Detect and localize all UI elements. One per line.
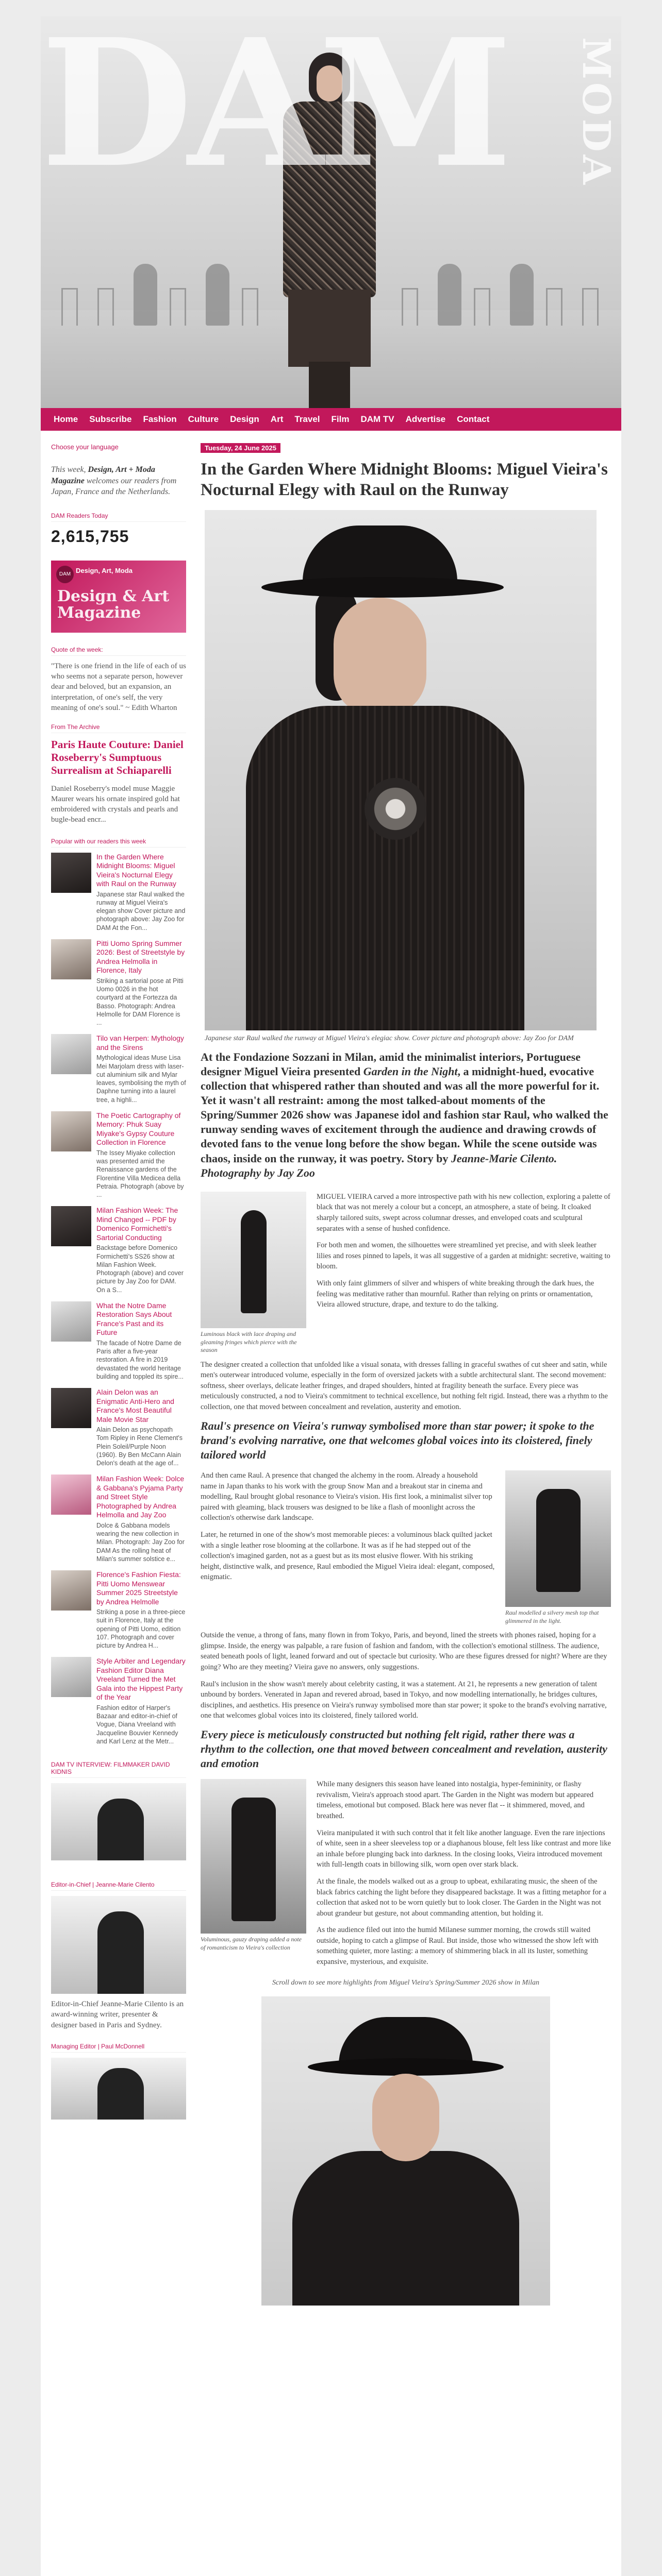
hero-photo [205, 510, 597, 1030]
promo-text: Design & Art Magazine [57, 587, 170, 622]
archive-title-link[interactable]: Paris Haute Couture: Daniel Roseberry's Sumptuous Surrealism at Schiaparelli [51, 738, 184, 777]
inline-photo-caption: Luminous black with lace draping and gleaming fringes which pierce with the season [201, 1330, 297, 1354]
popular-title[interactable]: Alain Delon was an Enigmatic Anti-Hero and France's Most Beautiful Male Movie Star [96, 1388, 174, 1423]
article-paragraph: And then came Raul. A presence that changed the alchemy in the room. Already a household name in Japan thanks to his work with the group Snow Man and a breakout star in cinema and modelling, Raul brought global resonance to Vieira's vision. His first look, a minimalist silver top paired with gleaming, black trousers was designed to be like a flash of moonlight across the collection's otherwise dark landscape. [201, 1471, 492, 1522]
editor-heading: Editor-in-Chief | Jeanne-Marie Cilento [51, 1881, 186, 1891]
popular-title[interactable]: Milan Fashion Week: Dolce & Gabbana's Pyjama Party and Street Style Photographed by Andrea Helmolla and Jay Zoo [96, 1475, 185, 1519]
popular-item[interactable] [51, 1657, 186, 1745]
popular-excerpt: The Issey Miyake collection was presented amid the Renaissance gardens of the Florentine Villa Medicea della Petraia. Photograph (above by ... [96, 1149, 184, 1199]
article-paragraph: While many designers this season have leaned into nostalgia, hyper-femininity, or flashy revivalism, Vieira's approach stood apart. The Garden in the Night was modern but appeared timeless, emotional but composed. Black here was never flat -- it shimmered, moved, and breathed. [317, 1780, 594, 1821]
popular-title[interactable]: Milan Fashion Week: The Mind Changed -- PDF by Domenico Formichetti's Sartorial Conducting [96, 1206, 178, 1242]
article-title[interactable]: In the Garden Where Midnight Blooms: Miguel Vieira's Nocturnal Elegy with Raul on the Runway [201, 460, 608, 500]
popular-thumbnail[interactable] [51, 1034, 91, 1074]
welcome-text: This week, Design, Art + Moda Magazine welcomes our readers from Japan, France and the Netherlands. [51, 465, 177, 497]
article-paragraph: Outside the venue, a throng of fans, many flown in from Tokyo, Paris, and beyond, lined the streets with phones raised, hoping for a glimpse. Inside, the energy was palpable, a rare fusion of fashion and fandom, with the collection's emotional stillness. The audience, seated beneath pools of light, leaned forward and out of spectacle but curiosity. Who are these figures dressed for night? Where are they going? Who are they meeting? Vieira gave no answers, only suggestions. [201, 1631, 607, 1671]
article-paragraph: With only faint glimmers of silver and whispers of white breaking through the dark hues, the feeling was meditative rather than mournful. Rather than relying on prints or ornamentation, Vieira allowed structure, drape, and texture to do the talking. [317, 1279, 594, 1309]
popular-thumbnail[interactable] [51, 1475, 91, 1515]
main-nav [41, 408, 621, 431]
popular-excerpt: Mythological ideas Muse Lisa Mei Marjolam dress with laser-cut aluminium silk and Mylar leaves, symbolising the myth of Daphne turning into a laurel tree, a highli... [96, 1054, 186, 1104]
popular-title[interactable]: Florence's Fashion Fiesta: Pitti Uomo Menswear Summer 2025 Streetstyle by Andrea Helmolle [96, 1570, 181, 1606]
popular-title[interactable]: Pitti Uomo Spring Summer 2026: Best of Streetstyle by Andrea Helmolla in Florence, Italy [96, 939, 185, 975]
dam-badge-icon: DAM [56, 566, 74, 583]
popular-excerpt: Fashion editor of Harper's Bazaar and editor-in-chief of Vogue, Diana Vreeland with Jacqueline Bouvier Kennedy and Karl Lenz at the Metr... [96, 1704, 178, 1745]
popular-item[interactable] [51, 1570, 186, 1650]
magazine-promo[interactable] [51, 561, 186, 633]
article-paragraph: Later, he returned in one of the show's most memorable pieces: a voluminous black quilted jacket with a single leather rose blooming at the collarbone. It was as if he had stepped out of the collection's imagined garden, not as a guest but as its most elusive flower. With his striking height, distinctive walk, and presence, Raul embodied the Miguel Vieira ideal: elegant, composed, enigmatic. [201, 1530, 495, 1582]
popular-item[interactable] [51, 1034, 186, 1104]
inline-photo-caption: Voluminous, gauzy draping added a note of romanticism to Vieira's collection [201, 1936, 302, 1951]
article-paragraph: Raul's inclusion in the show wasn't merely about celebrity casting, it was a statement. At 21, he represents a new generation of talent unbound by borders. Venerated in Japan and revered abroad, based in Tokyo, and now modelling internationally, he bridges cultures, disciplines, and aesthetics. His presence on Vieira's runway symbolised more than star power; it spoke to the brand's evolving narrative, one that welcomes global voices into its cloistered, finely tailored world. [201, 1680, 607, 1720]
nav-fashion[interactable]: Fashion [143, 414, 177, 424]
quote-heading: Quote of the week: [51, 646, 186, 656]
popular-thumbnail[interactable] [51, 1388, 91, 1428]
popular-excerpt: Dolce & Gabbana models wearing the new collection in Milan. Photograph: Jay Zoo for DAM As the rolling heat of Milan's summer solstice e... [96, 1521, 185, 1563]
popular-title[interactable]: What the Notre Dame Restoration Says About France's Past and its Future [96, 1301, 172, 1337]
pull-quote: Raul's presence on Vieira's runway symbolised more than star power; it spoke to the brand's evolving narrative, one that welcomes global voices into its cloistered, finely tailored world [201, 1419, 594, 1461]
article-lede: At the Fondazione Sozzani in Milan, amid the minimalist interiors, Portuguese designer Miguel Vieira presented Garden in the Night, a midnight-hued, evocative collection that whispered rather than shouted and was all the more powerful for it. Yet it wasn't all restraint: among the most talked-about moments of the Spring/Summer 2026 show was Japanese idol and fashion star Raul, who walked the runway sending waves of excitement through the audience and drawing crowds of devoted fans to the venue long before the show began. While the scene outside was chaos, inside on the runway, it was poetry. Story by Jeanne-Marie Cilento. Photography by Jay Zoo [201, 1050, 608, 1179]
nav-culture[interactable]: Culture [188, 414, 219, 424]
popular-thumbnail[interactable] [51, 1111, 91, 1151]
nav-travel[interactable]: Travel [294, 414, 320, 424]
inline-photo-caption: Raul modelled a silvery mesh top that glimmered in the light. [505, 1609, 599, 1624]
popular-excerpt: Japanese star Raul walked the runway at Miguel Vieira's elegan show Cover picture and photograph above: Jay Zoo for DAM At the Fon... [96, 890, 186, 931]
interview-video-thumbnail[interactable] [51, 1783, 186, 1860]
site-logo-subtitle: MODA [574, 37, 618, 188]
article-paragraph: The designer created a collection that unfolded like a visual sonata, with dresses falling in graceful swathes of cut sheer and satin, while men's outerwear introduced volume, especially in the form of oversized jackets with a subtle architectural slant. The second movement: softness, sheer overlays, delicate leather fringes, and draped shoulders, hinted at fragility beneath the surface. Every piece was meticulously constructed, a nod to Vieira's commitment to technical excellence, but nothing felt rigid. Instead, there was a rhythm to the collection, one that moved between concealment and revelation, austerity and emotion. [201, 1360, 608, 1411]
managing-editor-heading: Managing Editor | Paul McDonnell [51, 2043, 186, 2053]
gallery-note: Scroll down to see more highlights from Miguel Vieira's Spring/Summer 2026 show in Milan [272, 1978, 539, 1987]
archive-excerpt: Daniel Roseberry's model muse Maggie Maurer wears his ornate inspired gold hat embroidered with crystals and pearls and bugle-bead encr... [51, 784, 180, 824]
article-paragraph: As the audience filed out into the humid Milanese summer morning, the crowds still waited outside, hoping to catch a glimpse of Raul. But inside, those who witnessed the show left with something quieter, more lasting: a memory of shimmering black in all its luster, something expansive, mysterious, and exquisite. [317, 1926, 599, 1966]
popular-thumbnail[interactable] [51, 853, 91, 893]
site-logo[interactable]: DAM [41, 16, 507, 207]
readers-counter: 2,615,755 [51, 527, 129, 546]
article [186, 443, 611, 2576]
popular-excerpt: The facade of Notre Dame de Paris after a five-year restoration. A fire in 2019 devastated the world heritage building and toppled its spire... [96, 1339, 184, 1380]
promo-title: Design, Art, Moda [76, 566, 133, 574]
quote-text: "There is one friend in the life of each of us who seems not a separate person, however dear and beloved, but an expansion, an interpretation, of one's self, the very meaning of one's soul." ~ Edith Wharton [51, 662, 186, 712]
popular-item[interactable] [51, 1111, 186, 1199]
managing-editor-photo [51, 2058, 186, 2120]
article-paragraph: MIGUEL VIEIRA carved a more introspective path with his new collection, exploring a palette of black that was not merely a colour but a concept, an atmosphere, a state of being. It cloaked sharply tailored suits, swept across columnar dresses, and enveloped coats and sculptural separates with a sense of hushed confidence. [317, 1192, 610, 1233]
hero-caption: Japanese star Raul walked the runway at Miguel Vieira's elegiac show. Cover picture and photograph above: Jay Zoo for DAM [205, 1034, 574, 1042]
post-date: Tuesday, 24 June 2025 [201, 443, 280, 453]
popular-item[interactable] [51, 1475, 186, 1563]
popular-item[interactable] [51, 1301, 186, 1381]
inline-photo-3 [201, 1779, 306, 1952]
inline-photo-2 [505, 1470, 611, 1625]
nav-film[interactable]: Film [331, 414, 350, 424]
popular-title[interactable]: The Poetic Cartography of Memory: Phuk Suay Miyake's Gypsy Couture Collection in Florence [96, 1111, 181, 1147]
article-byline: Jeanne-Marie Cilento. Photography by Jay Zoo [201, 1151, 557, 1179]
article-paragraph: For both men and women, the silhouettes were streamlined yet precise, and with sleek leather lilies and roses pinned to lapels, it was all suggestive of a garden at midnight: secretive, waiting to bloom. [317, 1241, 610, 1271]
popular-excerpt: Backstage before Domenico Formichetti's SS26 show at Milan Fashion Week. Photograph (above) and cover picture by Jay Zoo for DAM. On a S... [96, 1244, 184, 1294]
archive-heading: From The Archive [51, 723, 186, 733]
inline-photo-1 [201, 1192, 306, 1354]
article-paragraph: At the finale, the models walked out as a group to upbeat, exhilarating music, the sheen of the black fabrics catching the light before they disappeared backstage. It was a fitting metaphor for a collection that asked not to be worn quietly but to look closer. The Garden in the Night was not about grandeur but gesture, not about commanding attention, but holding it. [317, 1877, 607, 1918]
gallery-photo [261, 1996, 550, 2306]
popular-title[interactable]: Style Arbiter and Legendary Fashion Editor Diana Vreeland Turned the Met Gala into the Hippest Party of the Year [96, 1657, 186, 1702]
popular-title[interactable]: In the Garden Where Midnight Blooms: Miguel Vieira's Nocturnal Elegy with Raul on the Runway [96, 852, 176, 888]
editor-bio: Editor-in-Chief Jeanne-Marie Cilento is an award-winning writer, presenter & designer based in Paris and Sydney. [51, 2000, 184, 2029]
nav-home[interactable]: Home [54, 414, 78, 424]
pull-quote: Every piece is meticulously constructed but nothing felt rigid, rather there was a rhythm to the collection, one that moved between concealment and revelation, austerity and emotion [201, 1727, 607, 1770]
popular-thumbnail[interactable] [51, 1570, 91, 1611]
popular-thumbnail[interactable] [51, 1657, 91, 1697]
sidebar [51, 443, 186, 2576]
nav-advertise[interactable]: Advertise [405, 414, 446, 424]
popular-heading: Popular with our readers this week [51, 838, 186, 848]
popular-thumbnail[interactable] [51, 1206, 91, 1246]
popular-thumbnail[interactable] [51, 1301, 91, 1342]
editor-photo [51, 1896, 186, 1994]
language-link[interactable]: Choose your language [51, 443, 119, 451]
nav-art[interactable]: Art [270, 414, 284, 424]
interview-link[interactable]: DAM TV INTERVIEW: FILMMAKER DAVID KIDNIS [51, 1761, 186, 1778]
popular-excerpt: Striking a sartorial pose at Pitti Uomo 0026 in the hot courtyard at the Fortezza da Basso. Photograph: Andrea Helmolle for DAM Florence is ... [96, 977, 184, 1027]
nav-subscribe[interactable]: Subscribe [89, 414, 132, 424]
popular-thumbnail[interactable] [51, 939, 91, 979]
popular-item[interactable] [51, 1206, 186, 1294]
nav-dam-tv[interactable]: DAM TV [360, 414, 394, 424]
popular-item[interactable] [51, 1388, 186, 1467]
readers-heading: DAM Readers Today [51, 512, 186, 522]
popular-excerpt: Striking a pose in a three-piece suit in Florence, Italy at the opening of Pitti Uomo, edition 107. Photograph and cover picture by Andrea H... [96, 1608, 186, 1650]
popular-item[interactable] [51, 853, 186, 932]
site-header[interactable] [41, 16, 621, 408]
popular-title[interactable]: Tilo van Herpen: Mythology and the Sirens [96, 1034, 184, 1052]
nav-contact[interactable]: Contact [457, 414, 490, 424]
popular-excerpt: Alain Delon as psychopath Tom Ripley in Rene Clement's Plein Soleil/Purple Noon (1960). By Ben McCann Alain Delon's death at the age of... [96, 1426, 183, 1467]
article-paragraph: Vieira manipulated it with such control that it felt like another language. Even the rare injections of white, seen in a sheer sleeveless top or a diaphanous blouse, felt less like contrast and more like an inhale before plunging back into darkness. In the closing looks, Vieira introduced movement with full-length coats in billowing silk, worn open over stark black. [317, 1828, 611, 1869]
nav-design[interactable]: Design [230, 414, 259, 424]
popular-item[interactable] [51, 939, 186, 1027]
